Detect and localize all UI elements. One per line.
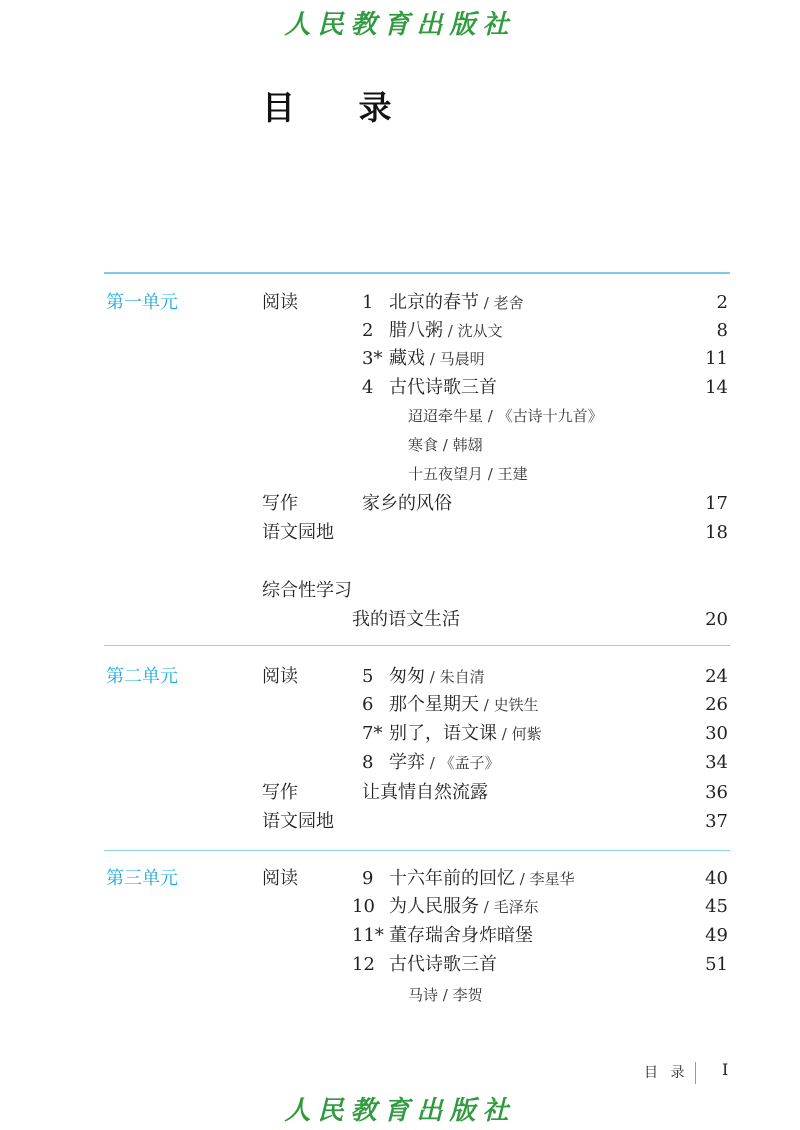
lesson-link[interactable]: 北京的春节 / 老舍 (389, 292, 524, 313)
toc-row (0, 923, 800, 949)
section-label-reading: 阅读 (262, 868, 298, 889)
lesson-number: 3* (362, 348, 383, 369)
page-number: 37 (705, 811, 728, 832)
lesson-link[interactable]: 董存瑞舍身炸暗堡 (389, 925, 533, 946)
unit-divider (104, 850, 730, 851)
page-number: 8 (716, 320, 728, 341)
page-number: 34 (705, 752, 728, 773)
section-label-comprehensive: 综合性学习 (262, 580, 352, 601)
lesson-number: 11* (352, 925, 384, 946)
toc-row (0, 809, 800, 835)
toc-row (0, 318, 800, 344)
page-number: 26 (705, 694, 728, 715)
toc-row (0, 375, 800, 401)
toc-row (0, 491, 800, 517)
publisher-logo: 人民教育出版社 (284, 1096, 516, 1126)
poem-link[interactable]: 迢迢牵牛星 / 《古诗十九首》 (408, 407, 603, 425)
lesson-link[interactable]: 十六年前的回忆 / 李星华 (389, 868, 575, 889)
section-label-reading: 阅读 (262, 292, 298, 313)
toc-row (0, 578, 800, 604)
comprehensive-link[interactable]: 我的语文生活 (352, 609, 460, 630)
toc-row (0, 403, 800, 429)
toc-row (0, 750, 800, 776)
unit-divider (104, 272, 730, 274)
lesson-number: 12 (352, 954, 375, 975)
page-number: 11 (705, 348, 728, 369)
publisher-logo: 人民教育出版社 (284, 10, 516, 40)
footer-divider (695, 1062, 696, 1084)
page-number: 51 (705, 954, 728, 975)
lesson-number: 10 (352, 896, 375, 917)
section-label-writing: 写作 (262, 782, 298, 803)
lesson-number: 1 (362, 292, 374, 313)
unit-divider (104, 645, 730, 646)
lesson-link[interactable]: 藏戏 / 马晨明 (389, 348, 485, 369)
unit-heading[interactable]: 第二单元 (106, 666, 178, 687)
page-number: 45 (705, 896, 728, 917)
writing-link[interactable]: 家乡的风俗 (362, 493, 452, 514)
writing-link[interactable]: 让真情自然流露 (362, 782, 488, 803)
lesson-link[interactable]: 匆匆 / 朱自清 (389, 666, 485, 687)
page-number: 20 (705, 609, 728, 630)
page-number: 24 (705, 666, 728, 687)
lesson-link[interactable]: 腊八粥 / 沈从文 (389, 320, 503, 341)
footer-title: 目 录 (644, 1065, 689, 1081)
lesson-number: 8 (362, 752, 374, 773)
section-label-reading: 阅读 (262, 666, 298, 687)
lesson-number: 9 (362, 868, 374, 889)
poem-link[interactable]: 寒食 / 韩翃 (408, 436, 483, 454)
page-number: 36 (705, 782, 728, 803)
lesson-link[interactable]: 学弈 / 《孟子》 (389, 752, 500, 773)
lesson-number: 2 (362, 320, 374, 341)
page-number: 17 (705, 493, 728, 514)
toc-row (0, 894, 800, 920)
toc-row (0, 432, 800, 458)
toc-row (0, 520, 800, 546)
toc-row (0, 664, 800, 690)
unit-heading[interactable]: 第三单元 (106, 868, 178, 889)
toc-row (0, 952, 800, 978)
toc-row (0, 290, 800, 316)
poem-link[interactable]: 马诗 / 李贺 (408, 986, 483, 1004)
garden-link[interactable]: 语文园地 (262, 811, 334, 832)
page-number: 18 (705, 522, 728, 543)
toc-row (0, 982, 800, 1008)
lesson-link[interactable]: 别了，语文课 / 何紫 (389, 723, 542, 744)
unit-heading[interactable]: 第一单元 (106, 292, 178, 313)
lesson-link[interactable]: 古代诗歌三首 (389, 954, 497, 975)
toc-row (0, 692, 800, 718)
lesson-link[interactable]: 为人民服务 / 毛泽东 (389, 896, 539, 917)
page-number: 40 (705, 868, 728, 889)
toc-row (0, 607, 800, 633)
lesson-link[interactable]: 古代诗歌三首 (389, 377, 497, 398)
lesson-link[interactable]: 那个星期天 / 史铁生 (389, 694, 539, 715)
lesson-number: 5 (362, 666, 374, 687)
toc-row (0, 346, 800, 372)
page-number: 14 (705, 377, 728, 398)
page-number: 30 (705, 723, 728, 744)
page-number: 2 (716, 292, 728, 313)
page-number: 49 (705, 925, 728, 946)
lesson-number: 4 (362, 377, 374, 398)
page-title: 目 录 (262, 88, 418, 127)
footer-page-number: I (722, 1060, 729, 1079)
section-label-writing: 写作 (262, 493, 298, 514)
garden-link[interactable]: 语文园地 (262, 522, 334, 543)
toc-row (0, 721, 800, 747)
lesson-number: 7* (362, 723, 383, 744)
toc-row (0, 866, 800, 892)
poem-link[interactable]: 十五夜望月 / 王建 (408, 465, 528, 483)
lesson-number: 6 (362, 694, 374, 715)
toc-row (0, 780, 800, 806)
toc-row (0, 461, 800, 487)
